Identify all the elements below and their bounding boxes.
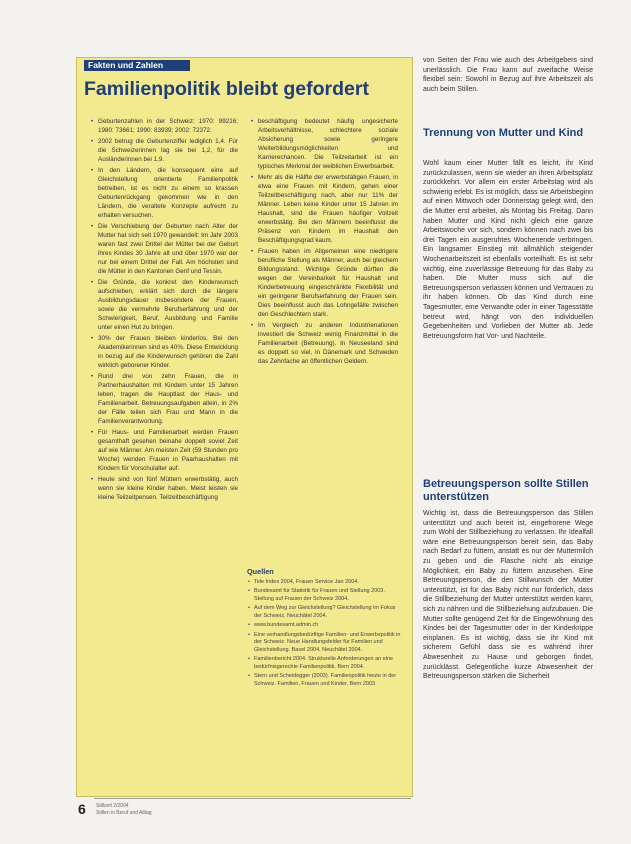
fact-item: • Heute sind von fünf Müttern erwerbstätig, auch wenn sie kleine Kinder haben. Meist leisten sie kleine Teilzeitpensen. Teilzeitbeschäftigung bbox=[98, 475, 238, 502]
section2-paragraph: Wichtig ist, dass die Betreuungsperson das Stillen unterstützt und auch bereit ist, eingefrorene Wege zum Wohl der Stillbeziehung zu verlassen. Ihr Idealfall wäre eine Betreuungsperson bereit sein, das Baby nach Bedarf zu füttern, anstatt es nur der Muttermilch zu geben und die Flasche nicht als einzige Möglichkeit, ein Baby zu füttern anzusehen. Eine Betreuungsperson, die den Stillwunsch der Mutter unterstützt, ist für das Baby nicht nur förderlich, dass die Stillbeziehung der Mutter unterstützt werden kann, sich zu nähren und die Stillbeziehung aufzubauen. Die Mutter sollte genügend Zeit für die Eingewöhnung des Kindes bei der Tagesmutter oder in der Kinderkrippe einplanen. Es ist wichtig, dass sie ihr Kind mit sicherem Gefühl dass sie es während ihrer Abwesenheit zu Hause und geborgen findet, zurücklässt. Gelegentliche kurze Abwesenheit der Betreuungsperson stärken die Sicherheit bbox=[423, 510, 593, 681]
fact-item: • Im Vergleich zu anderen Industrienationen investiert die Schweiz wenig Finanzmittel in die Familienarbeit (Betreuung). In Neuseeland sind es doppelt so viel, in Dänemark und Schweden das Zehnfache an öffentlichen Geldern. bbox=[258, 321, 398, 366]
footer-rule bbox=[94, 798, 411, 799]
right-section-1 bbox=[423, 159, 593, 341]
source-item: • Eine verhandlungsbedürftige Familien- und Erwerbspolitik in der Schweiz. Neue Handlungsfelder für Familien und Gleichstellung. Basel 2004, Neuchâtel 2004. bbox=[254, 632, 403, 655]
sources-heading: Quellen bbox=[247, 567, 274, 576]
footer-line-1: Stillzeit 2/2004 bbox=[96, 803, 129, 809]
fact-item: • 2002 betrug die Geburtenziffer lediglich 1,4. Für die Schweizerinnen lag sie bei 1,2, für die Ausländerinnen bei 1,9. bbox=[98, 137, 238, 164]
facts-column-right bbox=[250, 117, 398, 368]
fact-item: • Für Haus- und Familienarbeit werden Frauen gesamthaft gesehen beinahe doppelt soviel Zeit auf wie Männer. Am meisten Zeit (59 Stunden pro Woche) wenden Frauen in Paarhaushalten mit Kindern für Vorschulalter auf. bbox=[98, 428, 238, 473]
source-item: • Tele Index 2004, Frauen Service Jan 2004. bbox=[254, 579, 403, 587]
source-item: • Auf dem Weg zur Gleichstellung? Gleichstellung im Fokus der Schweiz, Neuchâtel 2004. bbox=[254, 605, 403, 620]
right-intro-paragraph: von Seiten der Frau wie auch des Arbeitgebers sind unerlässlich. Die Frau kann auf zweifache Weise flexibel sein: Sowohl in Bezug auf ihre Arbeitszeit als auch beim Stillen. bbox=[423, 57, 593, 93]
sources-list bbox=[247, 579, 403, 689]
fact-item: • Geburtenzahlen in der Schweiz: 1970: 99216; 1980: 73661; 1990: 83939; 2002: 72372. bbox=[98, 117, 238, 135]
fact-item: • Die Gründe, die konkret den Kinderwunsch aufschieben, erklärt sich durch die längere Ausbildungsdauer insbesondere der Frauen, sowie die vermehrte Berufserfahrung und der Schwierigkeit, Beruf, Ausbildung und Familie unter einen Hut zu bringen. bbox=[98, 278, 238, 332]
fact-item: • Frauen haben im Allgemeinen eine niedrigere berufliche Stellung als Männer, auch bei gleichem Bildungsstand. Wichtige Gründe dürften die wegen der Vereinbarkeit für Haushalt und Kinderbetreuung eingeschränkte Flexibilität und ein geringerer Berufserfahrung der Frauen sein. Dies beeinflusst auch das Lohngefälle zwischen den Geschlechtern stark. bbox=[258, 247, 398, 319]
right-section-2 bbox=[423, 509, 593, 682]
fact-item: • Mehr als die Hälfte der erwerbstätigen Frauen, in etwa eine Frauen mit Kindern, gehen einer Teilzeitbeschäftigung nach, aber nur 11% der Männer. Leben keine Kinder unter 15 Jahren im Haushalt, sind die Frauen häufiger Vollzeit erwerbstätig. Bei den Männern beeinflusst die Präsenz von Kindern im Haushalt den Beschäftigungsgrad kaum. bbox=[258, 173, 398, 245]
facts-tag: Fakten und Zahlen bbox=[84, 60, 190, 71]
source-item: • Stern und Scheidegger (2003). Familienpolitik heute in der Schweiz. Familien, Frauen und Kinder. Bern 2003. bbox=[254, 673, 403, 688]
fact-item: • Rund drei von zehn Frauen, die in Partnerhaushalten mit Kindern unter 15 Jahren leben, tragen die Hauptlast der Haus- und Familienarbeit. Betreuungsaufgaben allein, in 2% der Fälle teilen sich Frau und Mann in die Familienverantwortung. bbox=[98, 372, 238, 426]
footer-text bbox=[96, 803, 152, 816]
facts-column-left bbox=[90, 117, 238, 504]
source-item: • Bundesamt für Statistik für Frauen und Stellung 2003. Stellung auf Frauen der Schweiz 2004. bbox=[254, 588, 403, 603]
section1-paragraph: Wohl kaum einer Mutter fällt es leicht, ihr Kind zurückzulassen, wenn sie wieder an ihren Arbeitsplatz zurückkehrt. Vor allem ein erster Arbeitstag wird als schwierig erlebt. Es ist möglich, dass sie Arbeitsbeginn auf einen Mittwoch oder Donnerstag gelegt wird, den die Mutter erst arbeitet, als Montag bis Freitag. Dann haben Mutter und Kind nicht gleich eine ganze Arbeitswoche vor sich, sondern können nach zwei bis drei Tagen ein ausgeruhtes Wochenende verbringen. Ein langsamer Einstieg mit allmählich steigender Wochenarbeitszeit ist ebenfalls vorteilhaft. Es ist sehr wichtig, eine zuverlässige Betreuung für das Baby zu haben. Die Mutter muss sich auf die Betreuungsperson verlassen können und Vertrauen zu ihr haben können. Ob das Kind durch eine Tagesmutter, eine Verwandte oder in einer Tagesstätte betreut wird, hängt von den individuellen Gegebenheiten und Vorlieben der Mutter ab. Jede Betreuungsform hat Vor- und Nachteile. bbox=[423, 160, 593, 340]
facts-list-left bbox=[90, 117, 238, 502]
fact-item: • In den Ländern, die konsequent eine auf Gleichstellung orientierte Familienpolitik betreiben, ist es nicht zu einem so krassen Geburtenrückgang gekommen wie in den Ländern, die veraltete Konzepte aufrecht zu erhalten versuchen. bbox=[98, 166, 238, 220]
facts-list-right bbox=[250, 117, 398, 366]
right-intro bbox=[423, 56, 593, 94]
heading-betreuungsperson: Betreuungsperson sollte Stillen unterstützen bbox=[423, 478, 589, 503]
fact-item: • Die Verschiebung der Geburten nach Alter der Mutter hat sich seit 1970 gewandelt: Im Jahr 2003 waren fast zwei Drittel der Mütter bei der Geburt ihres Kindes 30 Jahre alt und über 1970 war der nur bei einem Drittel der Fall. Am höchsten sind die Mütter in den Kantonen Genf und Tessin. bbox=[98, 222, 238, 276]
source-item: • Familienbericht 2004. Strukturelle Anforderungen an eine bedürfnisgerechte Familienpolitik. Bern 2004. bbox=[254, 656, 403, 671]
heading-trennung: Trennung von Mutter und Kind bbox=[423, 127, 584, 139]
page-number: 6 bbox=[78, 801, 86, 817]
facts-title: Familienpolitik bleibt gefordert bbox=[84, 78, 369, 100]
fact-item: • 30% der Frauen bleiben kinderlos. Bei den Akademikerinnen sind es 40%. Diese Entwicklung in bezug auf die Kinderwunsch gehören die Zahl wirklich geborener Kinder. bbox=[98, 334, 238, 370]
fact-item: • beschäftigung bedeutet häufig ungesicherte Arbeitsverhältnisse, schlechtere soziale Absicherung sowie geringere Weiterbildungsmöglichkeiten und Karrierechancen. Die Teilzeitarbeit ist ein typisches Merkmal der weiblichen Erwerbsarbeit. bbox=[258, 117, 398, 171]
sources-section bbox=[247, 568, 403, 690]
footer-line-2: Stillen in Beruf und Alltag bbox=[96, 809, 152, 816]
source-item: • www.bundesamt.admin.ch bbox=[254, 622, 403, 630]
